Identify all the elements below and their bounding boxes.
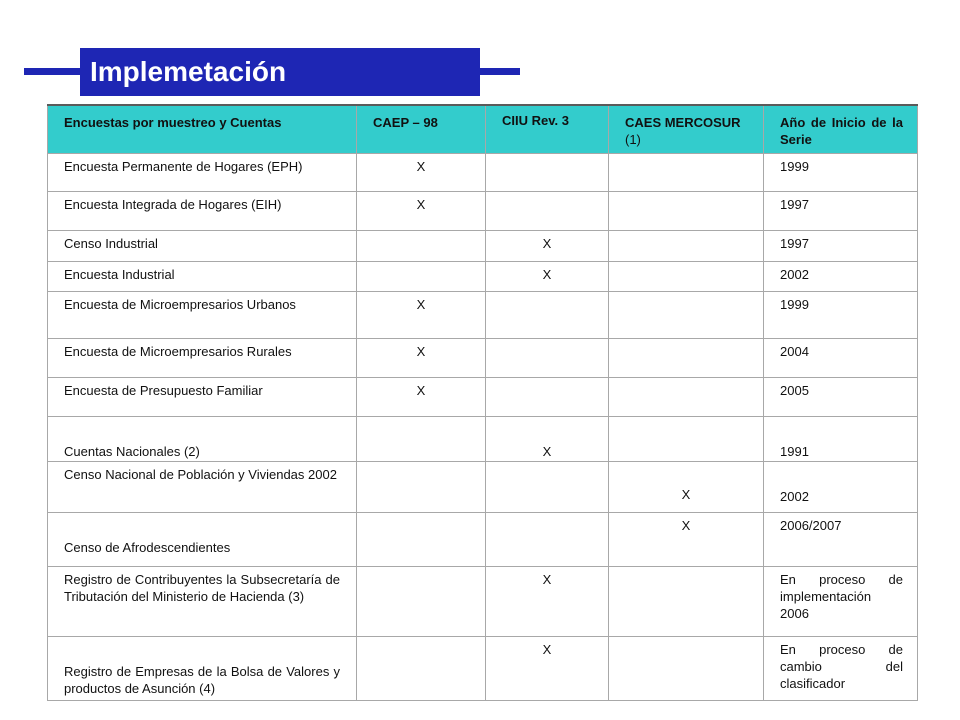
table-row bbox=[48, 636, 918, 700]
caes-mark-cell bbox=[609, 636, 764, 700]
start-year-cell: En proceso de cambio del clasificador bbox=[764, 636, 918, 700]
caep-mark-cell: X bbox=[357, 153, 486, 191]
caes-mark-cell bbox=[609, 191, 764, 230]
start-year-cell: 2004 bbox=[764, 338, 918, 377]
start-year-cell: 2005 bbox=[764, 377, 918, 416]
caes-mark-cell bbox=[609, 377, 764, 416]
start-year-cell: 2002 bbox=[764, 461, 918, 512]
start-year-cell: 1991 bbox=[764, 416, 918, 461]
caes-mark-cell bbox=[609, 566, 764, 636]
start-year-cell: 1997 bbox=[764, 191, 918, 230]
table-header bbox=[48, 105, 918, 153]
caes-mark-cell bbox=[609, 230, 764, 261]
survey-name-cell: Encuesta de Microempresarios Urbanos bbox=[48, 291, 357, 338]
caep-mark-cell bbox=[357, 461, 486, 512]
title-rule-left bbox=[24, 68, 84, 75]
ciiu-mark-cell bbox=[486, 377, 609, 416]
ciiu-mark-cell bbox=[486, 153, 609, 191]
header-start-year: Año de Inicio de la Serie bbox=[764, 105, 918, 153]
survey-name-cell: Encuesta Permanente de Hogares (EPH) bbox=[48, 153, 357, 191]
survey-name-cell: Encuesta de Microempresarios Rurales bbox=[48, 338, 357, 377]
ciiu-mark-cell bbox=[486, 291, 609, 338]
survey-name-cell: Encuesta Integrada de Hogares (EIH) bbox=[48, 191, 357, 230]
caep-mark-cell bbox=[357, 636, 486, 700]
table-row bbox=[48, 416, 918, 461]
table-row bbox=[48, 512, 918, 566]
ciiu-mark-cell: X bbox=[486, 636, 609, 700]
start-year-cell: 1997 bbox=[764, 230, 918, 261]
header-caes-note: (1) bbox=[625, 132, 641, 147]
ciiu-mark-cell: X bbox=[486, 261, 609, 291]
start-year-cell: 2006/2007 bbox=[764, 512, 918, 566]
start-year-cell: En proceso de implementación 2006 bbox=[764, 566, 918, 636]
table-row bbox=[48, 566, 918, 636]
caes-mark-cell bbox=[609, 153, 764, 191]
header-caes-label: CAES MERCOSUR bbox=[625, 115, 741, 130]
header-ciiu: CIIU Rev. 3 bbox=[486, 105, 609, 153]
caep-mark-cell: X bbox=[357, 291, 486, 338]
caep-mark-cell bbox=[357, 416, 486, 461]
table-row bbox=[48, 377, 918, 416]
table-row bbox=[48, 230, 918, 261]
caep-mark-cell: X bbox=[357, 377, 486, 416]
ciiu-mark-cell bbox=[486, 461, 609, 512]
table-row bbox=[48, 338, 918, 377]
start-year-cell: 1999 bbox=[764, 153, 918, 191]
caep-mark-cell: X bbox=[357, 191, 486, 230]
caep-mark-cell bbox=[357, 261, 486, 291]
ciiu-mark-cell: X bbox=[486, 566, 609, 636]
survey-name-cell: Censo de Afrodescendientes bbox=[48, 512, 357, 566]
ciiu-mark-cell bbox=[486, 512, 609, 566]
ciiu-mark-cell bbox=[486, 191, 609, 230]
classification-table bbox=[47, 104, 918, 701]
title-rule-right bbox=[476, 68, 520, 75]
table-row bbox=[48, 291, 918, 338]
survey-name-cell: Registro de Empresas de la Bolsa de Valores y productos de Asunción (4) bbox=[48, 636, 357, 700]
table-row bbox=[48, 191, 918, 230]
caes-mark-cell bbox=[609, 338, 764, 377]
header-surveys: Encuestas por muestreo y Cuentas bbox=[48, 105, 357, 153]
caes-mark-cell: X bbox=[609, 512, 764, 566]
caep-mark-cell bbox=[357, 230, 486, 261]
table-row bbox=[48, 153, 918, 191]
ciiu-mark-cell bbox=[486, 338, 609, 377]
table-row bbox=[48, 461, 918, 512]
slide-title: Implemetación bbox=[80, 48, 480, 96]
caep-mark-cell bbox=[357, 512, 486, 566]
ciiu-mark-cell: X bbox=[486, 416, 609, 461]
caes-mark-cell bbox=[609, 416, 764, 461]
caes-mark-cell: X bbox=[609, 461, 764, 512]
header-caep: CAEP – 98 bbox=[357, 105, 486, 153]
survey-name-cell: Encuesta de Presupuesto Familiar bbox=[48, 377, 357, 416]
table-body bbox=[48, 153, 918, 700]
start-year-cell: 2002 bbox=[764, 261, 918, 291]
survey-name-cell: Encuesta Industrial bbox=[48, 261, 357, 291]
header-caes bbox=[609, 105, 764, 153]
caes-mark-cell bbox=[609, 261, 764, 291]
ciiu-mark-cell: X bbox=[486, 230, 609, 261]
caep-mark-cell: X bbox=[357, 338, 486, 377]
survey-name-cell: Censo Nacional de Población y Viviendas 2002 bbox=[48, 461, 357, 512]
survey-name-cell: Registro de Contribuyentes la Subsecretaría de Tributación del Ministerio de Hacienda (3) bbox=[48, 566, 357, 636]
caep-mark-cell bbox=[357, 566, 486, 636]
start-year-cell: 1999 bbox=[764, 291, 918, 338]
caes-mark-cell bbox=[609, 291, 764, 338]
survey-name-cell: Cuentas Nacionales (2) bbox=[48, 416, 357, 461]
table-row bbox=[48, 261, 918, 291]
survey-name-cell: Censo Industrial bbox=[48, 230, 357, 261]
